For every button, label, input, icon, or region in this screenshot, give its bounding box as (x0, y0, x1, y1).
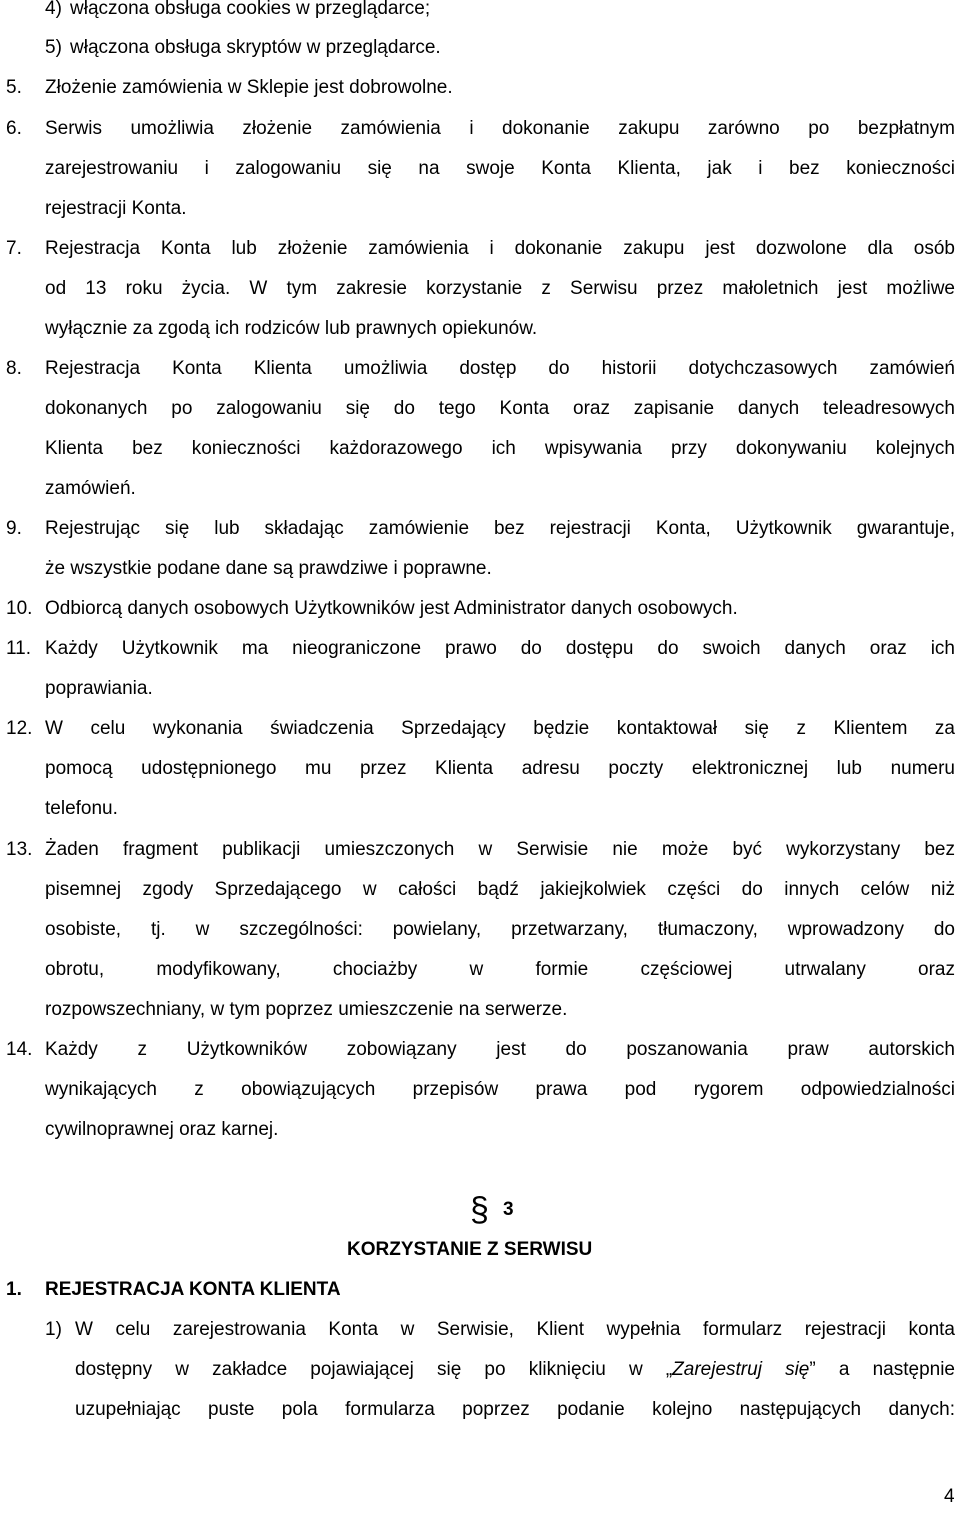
sub-item-text-line (75, 1358, 955, 1382)
item-text-line: zarejestrowaniu i zalogowaniu się na swoje Konta Klienta, jak i bez konieczności (45, 158, 955, 179)
item-number: 5) (45, 37, 62, 58)
item-text-line: Żaden fragment publikacji umieszczonych w Serwisie nie może być wykorzystany bez (45, 839, 955, 860)
item-text-line: rozpowszechniany, w tym poprzez umieszczenie na serwerze. (45, 999, 568, 1020)
item-text-line: Odbiorcą danych osobowych Użytkowników jest Administrator danych osobowych. (45, 598, 738, 619)
item-text-line: poprawiania. (45, 678, 153, 699)
item-text-line: Serwis umożliwia złożenie zamówienia i dokonanie zakupu zarówno po bezpłatnym (45, 118, 955, 139)
item-text-line: Rejestracja Konta lub złożenie zamówienia i dokonanie zakupu jest dozwolone dla osób (45, 238, 955, 259)
sub-item-text-line: uzupełniając puste pola formularza poprzez podanie kolejno następujących danych: (75, 1399, 955, 1420)
item-text-line: Rejestracja Konta Klienta umożliwia dostęp do historii dotychczasowych zamówień (45, 358, 955, 379)
item-number: 10. (6, 598, 33, 619)
page-number: 4 (944, 1486, 955, 1507)
section-title: KORZYSTANIE Z SERWISU (347, 1239, 593, 1260)
item-text-line: że wszystkie podane dane są prawdziwe i poprawne. (45, 558, 492, 579)
item-number: 7. (6, 238, 22, 259)
item-number: 12. (6, 718, 33, 739)
sub-item-number: 1) (45, 1319, 62, 1340)
item-text-line: Złożenie zamówienia w Sklepie jest dobrowolne. (45, 77, 453, 98)
register-link-text: Zarejestruj się (672, 1359, 810, 1380)
item-text-line: obrotu, modyfikowany, chociażby w formie częściowej utrwalany oraz (45, 959, 955, 980)
item-text-line: cywilnoprawnej oraz karnej. (45, 1119, 279, 1140)
item-text-line: włączona obsługa cookies w przeglądarce; (70, 0, 431, 19)
item-text-line: Klienta bez konieczności każdorazowego ich wpisywania przy dokonywaniu kolejnych (45, 438, 955, 459)
item-text-line: Każdy z Użytkowników zobowiązany jest do poszanowania praw autorskich (45, 1039, 955, 1060)
item-number: 9. (6, 518, 22, 539)
item-text-line: wyłącznie za zgodą ich rodziców lub prawnych opiekunów. (45, 318, 538, 339)
subsection-title: REJESTRACJA KONTA KLIENTA (45, 1279, 341, 1300)
item-number: 14. (6, 1039, 33, 1060)
item-text-line: pisemnej zgody Sprzedającego w całości bądź jakiejkolwiek części do innych celów niż (45, 879, 955, 900)
item-text-line: włączona obsługa skryptów w przeglądarce. (70, 37, 441, 58)
item-text-line: rejestracji Konta. (45, 198, 187, 219)
item-text-line: wynikających z obowiązujących przepisów prawa pod rygorem odpowiedzialności (45, 1079, 955, 1100)
item-text-line: dokonanych po zalogowaniu się do tego Konta oraz zapisanie danych teleadresowych (45, 398, 955, 419)
item-text-line: Każdy Użytkownik ma nieograniczone prawo do dostępu do swoich danych oraz ich (45, 638, 955, 659)
item-number: 6. (6, 118, 22, 139)
item-number: 11. (6, 638, 32, 659)
sub-item-text-before: dostępny w zakładce pojawiającej się po kliknięciu w „ (75, 1359, 673, 1380)
item-number: 5. (6, 77, 22, 98)
item-text-line: W celu wykonania świadczenia Sprzedający będzie kontaktował się z Klientem za (45, 718, 955, 739)
item-text-line: od 13 roku życia. W tym zakresie korzystanie z Serwisu przez małoletnich jest możliwe (45, 278, 955, 299)
section-number: 3 (503, 1199, 514, 1220)
item-number: 4) (45, 0, 62, 19)
item-number: 8. (6, 358, 22, 379)
sub-item-text-after: ” a następnie (809, 1359, 955, 1380)
subsection-number: 1. (6, 1279, 22, 1300)
item-number: 13. (6, 839, 33, 860)
item-text-line: telefonu. (45, 798, 118, 819)
sub-item-text-line: W celu zarejestrowania Konta w Serwisie, Klient wypełnia formularz rejestracji konta (75, 1319, 955, 1340)
item-text-line: zamówień. (45, 478, 136, 499)
item-text-line: osobiste, tj. w szczególności: powielany, przetwarzany, tłumaczony, wprowadzony do (45, 919, 955, 940)
item-text-line: Rejestrując się lub składając zamówienie bez rejestracji Konta, Użytkownik gwarantuje, (45, 518, 955, 539)
item-text-line: pomocą udostępnionego mu przez Klienta adresu poczty elektronicznej lub numeru (45, 758, 955, 779)
section-marker: § (470, 1191, 489, 1229)
